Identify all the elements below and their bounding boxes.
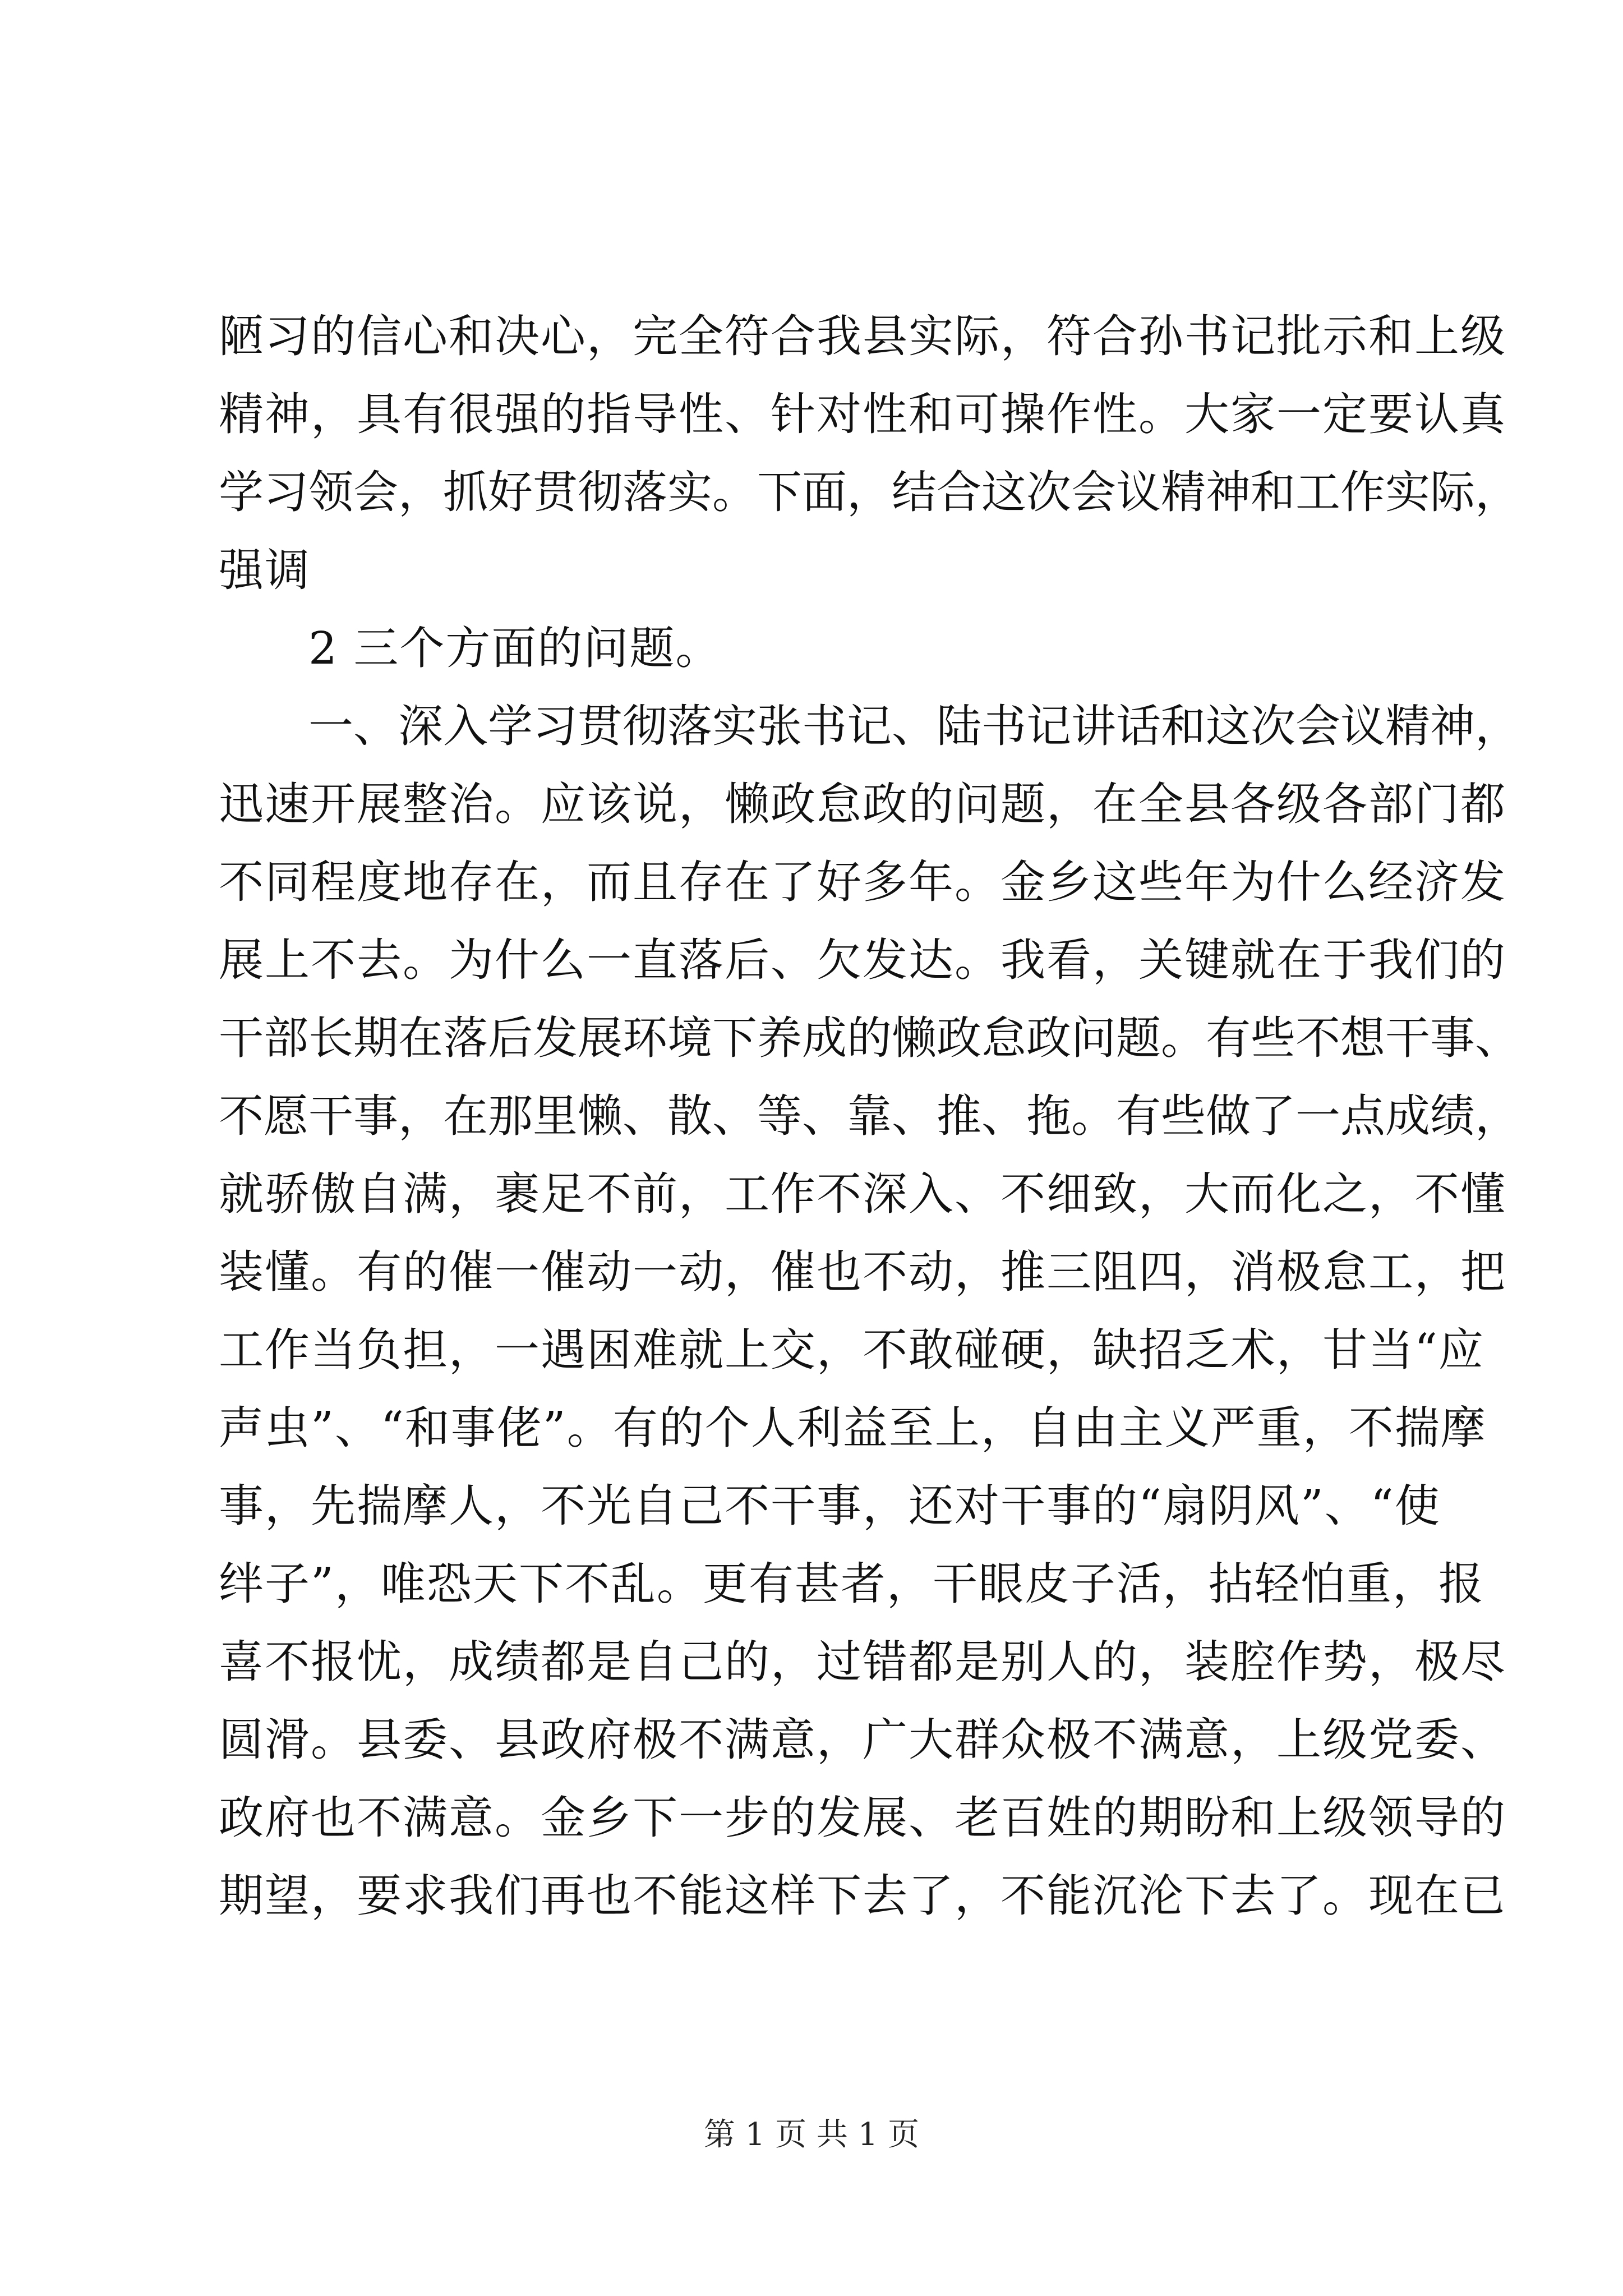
- text-line: 绊子”，唯恐天下不乱。更有甚者，干眼皮子活，拈轻怕重，报: [219, 1558, 1484, 1610]
- text-line: 工作当负担，一遇困难就上交，不敢碰硬，缺招乏术，甘当“应: [219, 1324, 1484, 1376]
- text-line: 不愿干事，在那里懒、散、等、靠、推、拖。有些做了一点成绩，: [219, 1090, 1520, 1142]
- text-line: 不同程度地存在，而且存在了好多年。金乡这些年为什么经济发: [219, 856, 1506, 908]
- text-line: 学习领会，抓好贯彻落实。下面，结合这次会议精神和工作实际，: [219, 466, 1520, 518]
- text-line: 陋习的信心和决心，完全符合我县实际，符合孙书记批示和上级: [219, 310, 1506, 362]
- page-number-footer: 第 1 页 共 1 页: [703, 2116, 920, 2153]
- text-line: 喜不报忧，成绩都是自己的，过错都是别人的，装腔作势，极尽: [219, 1636, 1506, 1688]
- document-body: [219, 297, 1520, 1935]
- text-line: 期望，要求我们再也不能这样下去了，不能沉沦下去了。现在已: [219, 1870, 1506, 1922]
- text-line: 精神，具有很强的指导性、针对性和可操作性。大家一定要认真: [219, 388, 1506, 440]
- text-line: 干部长期在落后发展环境下养成的懒政怠政问题。有些不想干事、: [219, 1012, 1520, 1064]
- text-line: 事，先揣摩人，不光自己不干事，还对干事的“扇阴风”、“使: [219, 1480, 1441, 1532]
- text-line: 圆滑。县委、县政府极不满意，广大群众极不满意，上级党委、: [219, 1714, 1506, 1766]
- text-line: 强调: [219, 544, 311, 596]
- paragraph-first-line: 一、深入学习贯彻落实张书记、陆书记讲话和这次会议精神，: [308, 700, 1520, 752]
- text-line: 声虫”、“和事佬”。有的个人利益至上，自由主义严重，不揣摩: [219, 1402, 1487, 1454]
- paragraph-first-line: 2 三个方面的问题。: [308, 622, 722, 674]
- text-line: 就骄傲自满，裹足不前，工作不深入、不细致，大而化之，不懂: [219, 1168, 1506, 1220]
- text-line: 展上不去。为什么一直落后、欠发达。我看，关键就在于我们的: [219, 934, 1506, 986]
- text-line: 政府也不满意。金乡下一步的发展、老百姓的期盼和上级领导的: [219, 1792, 1506, 1844]
- text-line: 装懂。有的催一催动一动，催也不动，推三阻四，消极怠工，把: [219, 1246, 1506, 1298]
- text-line: 迅速开展整治。应该说，懒政怠政的问题，在全县各级各部门都: [219, 778, 1506, 830]
